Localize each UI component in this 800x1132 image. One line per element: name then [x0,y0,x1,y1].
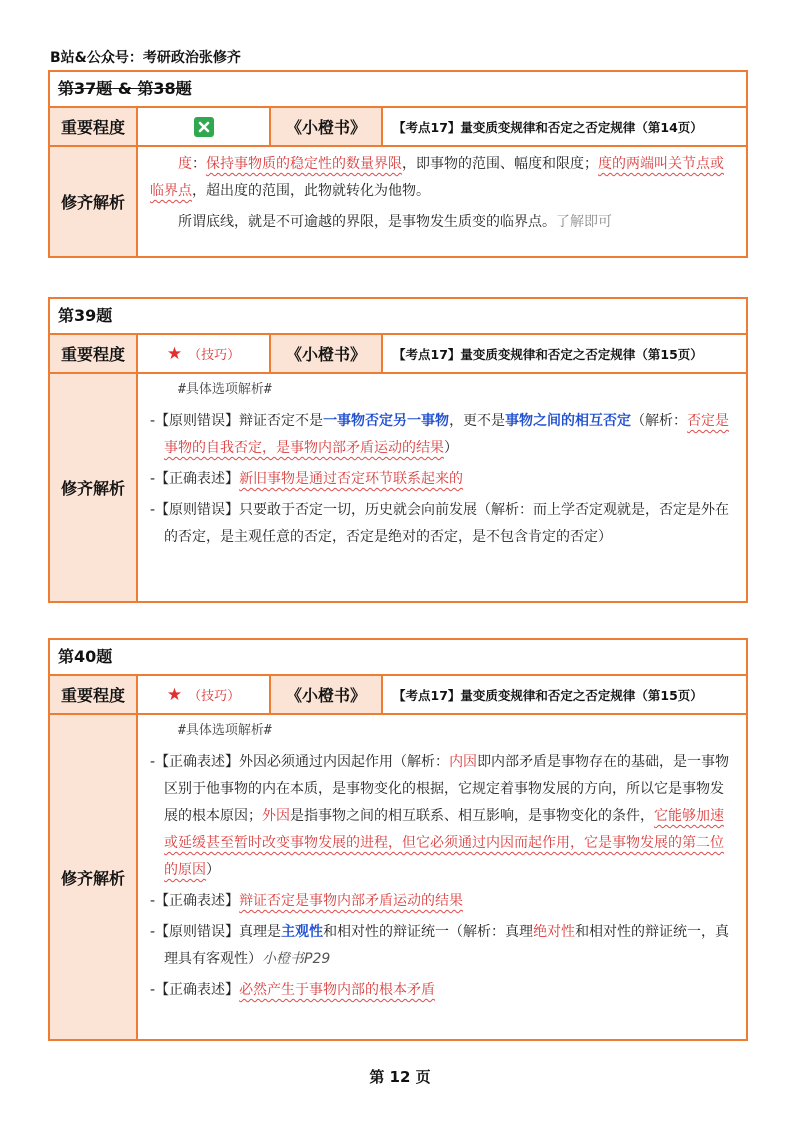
star-icon: ★ [166,684,183,705]
skill-tag: （技巧） [188,689,241,704]
exam-point: 【考点17】量变质变规律和否定之否定规律（第14页） [393,119,703,135]
question-table-39 [48,297,748,603]
analysis-row [50,147,746,256]
page-header: B站&公众号：考研政治张修齐 [50,50,241,66]
skill-tag: （技巧） [188,348,241,363]
cross-mark-icon [194,117,214,137]
importance-label: 重要程度 [50,108,138,145]
analysis-content [138,147,746,256]
question-title: 第39题 [50,299,746,335]
analysis-line: 所谓底线，就是不可逾越的界限，是事物发生质变的临界点。了解即可 [178,214,612,230]
analysis-content [138,374,746,601]
star-icon: ★ [166,343,183,364]
importance-row [50,108,746,147]
option-item: -【原则错误】只要敢于否定一切，历史就会向前发展（解析：而上学否定观就是，否定是外在的否定，是主观任意的否定，否定是绝对的否定，是不包含肯定的否定） [150,502,730,545]
rating-cell [138,676,271,713]
exam-point: 【考点17】量变质变规律和否定之否定规律（第15页） [393,346,703,362]
option-item: -【正确表述】必然产生于事物内部的根本矛盾 [150,982,436,998]
analysis-content [138,715,746,1039]
option-item: -【原则错误】真理是主观性和相对性的辩证统一（解析：真理绝对性和相对性的辩证统一，真理具有客观性）小橙书P29 [150,924,730,967]
option-item: -【原则错误】辩证否定不是一事物否定另一事物，更不是事物之间的相互否定（解析：否定是事物的自我否定，是事物内部矛盾运动的结果） [150,413,730,456]
importance-row [50,335,746,374]
highlight-text: 度的两端叫关节点或临界点 [150,156,724,199]
importance-label: 重要程度 [50,335,138,372]
rating-cell [138,108,271,145]
option-item: -【正确表述】外因必须通过内因起作用（解析：内因即内部矛盾是事物存在的基础，是一事物区别于他事物的内在本质，是事物变化的根据，它规定着事物发展的方向，所以它是事物发展的根本原因；外因是指事物之间的相互联系、相互影响，是事物变化的条件，它能够加速或延缓甚至暂时改变事物发展的进程，但它必须通过内因而起作用，它是事物发展的第二位的原因） [150,754,730,878]
question-title [50,72,746,108]
exam-point: 【考点17】量变质变规律和否定之否定规律（第15页） [393,687,703,703]
question-title: 第40题 [50,640,746,676]
analysis-line: 度：保持事物质的稳定性的数量界限，即事物的范围、幅度和限度；度的两端叫关节点或临界点，超出度的范围，此物就转化为他物。 [150,156,724,199]
term-degree: 度 [178,156,192,172]
analysis-label: 修齐解析 [50,374,138,601]
highlight-text: 保持事物质的稳定性的数量界限 [206,156,402,172]
option-item: -【正确表述】辩证否定是事物内部矛盾运动的结果 [150,893,464,909]
note-text: 了解即可 [556,214,612,230]
option-item: -【正确表述】新旧事物是通过否定环节联系起来的 [150,471,464,487]
book-label: 《小橙书》 [271,335,383,372]
analysis-label: 修齐解析 [50,147,138,256]
book-label: 《小橙书》 [271,676,383,713]
question-table-37-38 [48,70,748,258]
analysis-row [50,715,746,1039]
question-table-40 [48,638,748,1041]
page-number: 第 12 页 [369,1068,431,1086]
importance-label: 重要程度 [50,676,138,713]
book-reference: 小橙书P29 [262,951,331,967]
rating-cell [138,335,271,372]
options-heading: #具体选项解析# [178,723,272,738]
title-q37: 第37题 [58,79,113,98]
title-q38: 第38题 [137,79,192,98]
title-amp: & [112,79,138,98]
book-label: 《小橙书》 [271,108,383,145]
importance-row [50,676,746,715]
options-heading: #具体选项解析# [178,382,272,397]
analysis-label: 修齐解析 [50,715,138,1039]
analysis-row [50,374,746,601]
